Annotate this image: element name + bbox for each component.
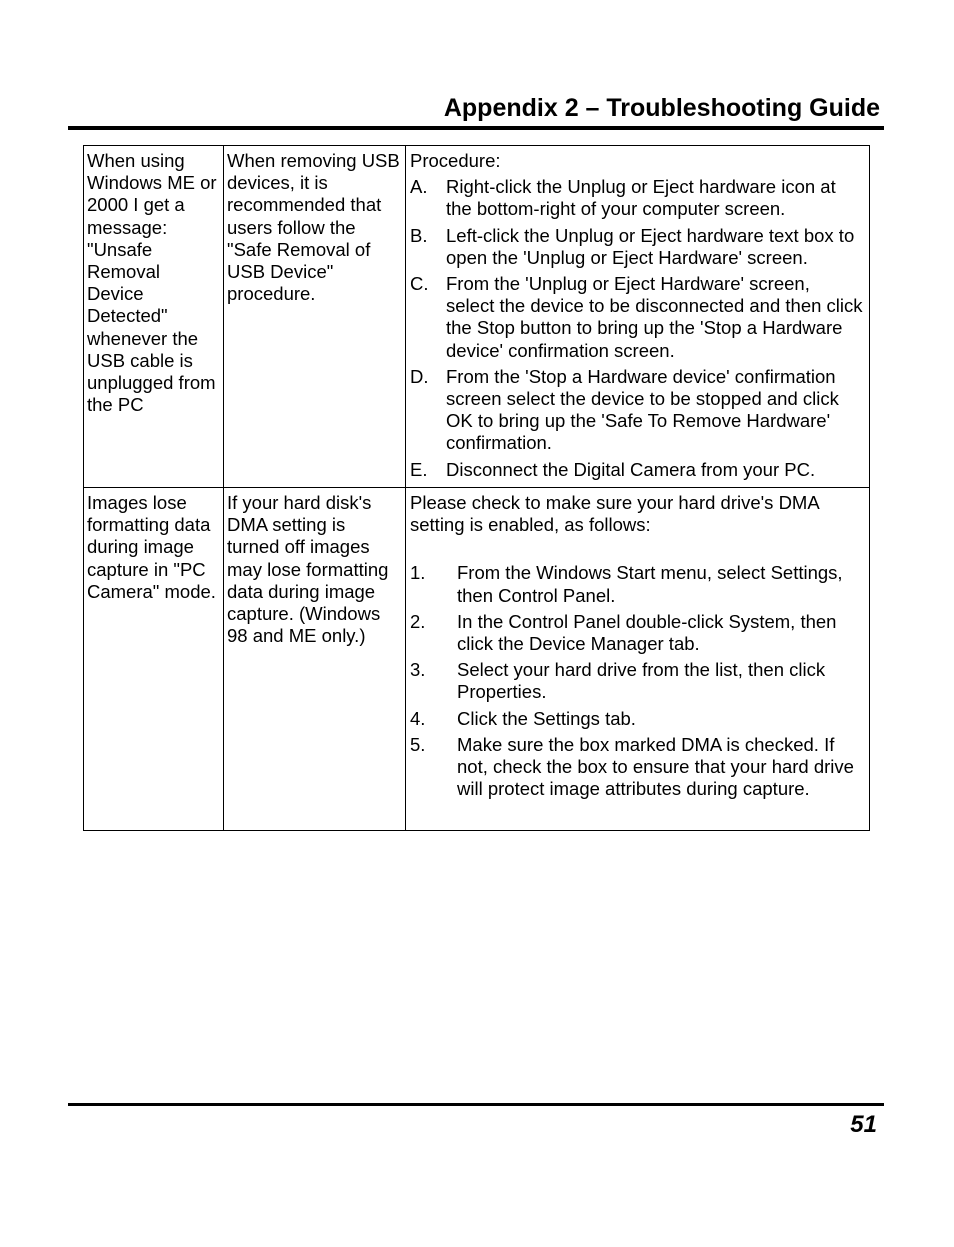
step-list bbox=[410, 176, 863, 481]
step-marker: 4. bbox=[410, 707, 426, 729]
step-text: In the Control Panel double-click System, then click the Device Manager tab. bbox=[457, 610, 837, 655]
list-item bbox=[410, 708, 863, 730]
list-item bbox=[410, 611, 863, 655]
problem-cell: Images lose formatting data during image capture in "PC Camera" mode. bbox=[84, 488, 224, 831]
list-item bbox=[410, 734, 863, 801]
table-row bbox=[84, 146, 870, 488]
step-text: From the 'Stop a Hardware device' confirmation screen select the device to be stopped and click OK to bring up the 'Safe To Remove Hardware' confirmation. bbox=[446, 365, 839, 454]
list-item bbox=[410, 659, 863, 703]
step-text: Left-click the Unplug or Eject hardware text box to open the 'Unplug or Eject Hardware' screen. bbox=[446, 224, 855, 268]
page-title: Appendix 2 – Troubleshooting Guide bbox=[443, 94, 880, 122]
step-marker: A. bbox=[410, 176, 428, 198]
step-marker: C. bbox=[410, 273, 429, 295]
step-text: Select your hard drive from the list, then click Properties. bbox=[457, 659, 826, 703]
list-item bbox=[410, 366, 863, 455]
list-item bbox=[410, 176, 863, 220]
header-divider bbox=[68, 126, 884, 130]
step-text: Make sure the box marked DMA is checked. If not, check the box to ensure that your hard drive will protect image attributes during capture. bbox=[457, 733, 854, 800]
list-item bbox=[410, 562, 863, 606]
step-marker: 2. bbox=[410, 610, 426, 632]
cause-cell: When removing USB devices, it is recommended that users follow the "Safe Removal of USB Device" procedure. bbox=[224, 146, 406, 488]
step-marker: 5. bbox=[410, 733, 426, 755]
step-text: Click the Settings tab. bbox=[457, 707, 636, 729]
list-item bbox=[410, 459, 863, 481]
step-text: Disconnect the Digital Camera from your PC. bbox=[446, 458, 816, 480]
step-marker: 3. bbox=[410, 659, 426, 681]
page-number: 51 bbox=[850, 1111, 877, 1138]
troubleshooting-table bbox=[83, 145, 870, 831]
cause-cell: If your hard disk's DMA setting is turned off images may lose formatting data during image capture. (Windows 98 and ME only.) bbox=[224, 488, 406, 831]
step-text: From the Windows Start menu, select Settings, then Control Panel. bbox=[457, 562, 843, 606]
step-marker: E. bbox=[410, 458, 428, 480]
problem-cell: When using Windows ME or 2000 I get a message: "Unsafe Removal Device Detected" whenever the USB cable is unplugged from the PC bbox=[84, 146, 224, 488]
solution-cell bbox=[406, 146, 870, 488]
solution-intro: Please check to make sure your hard drive's DMA setting is enabled, as follows: bbox=[410, 492, 819, 536]
list-item bbox=[410, 273, 863, 362]
footer-divider bbox=[68, 1103, 884, 1106]
step-text: From the 'Unplug or Eject Hardware' screen, select the device to be disconnected and then click the Stop button to bring up the 'Stop a Hardware device' confirmation screen. bbox=[446, 273, 863, 361]
step-marker: D. bbox=[410, 365, 429, 387]
solution-cell bbox=[406, 488, 870, 831]
solution-intro: Procedure: bbox=[410, 150, 501, 171]
table-row bbox=[84, 488, 870, 831]
step-marker: B. bbox=[410, 224, 428, 246]
step-marker: 1. bbox=[410, 562, 426, 584]
list-item bbox=[410, 225, 863, 269]
step-list bbox=[410, 562, 863, 800]
step-text: Right-click the Unplug or Eject hardware icon at the bottom-right of your computer screen. bbox=[446, 176, 836, 220]
spacer bbox=[410, 536, 863, 558]
